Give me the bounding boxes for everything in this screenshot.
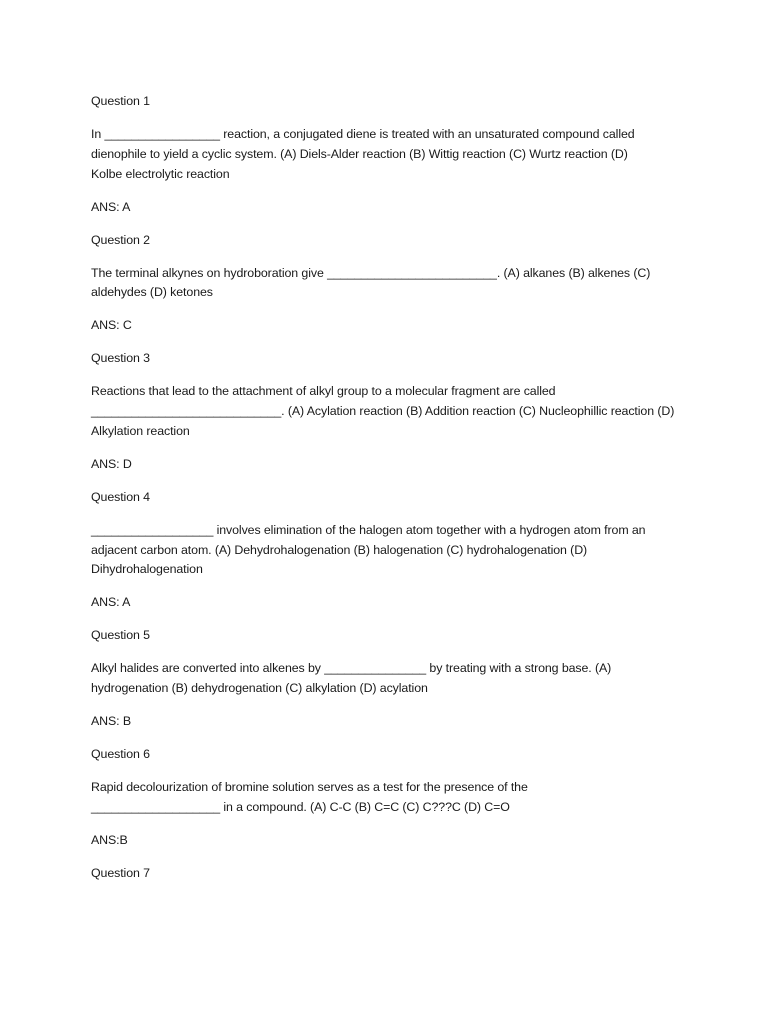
answer-text: ANS: B — [91, 714, 132, 729]
question-text: Reactions that lead to the attachment of alkyl group to a molecular fragment are called ____________________________. (A) Acylation reaction (B) Addition reaction (C) Nucleophillic reaction (D) Alkylation reaction — [91, 384, 675, 438]
question-heading: Question 4 — [91, 489, 150, 504]
question-text: In _________________ reaction, a conjugated diene is treated with an unsaturated compound called dienophile to yield a cyclic system. (A) Diels-Alder reaction (B) Wittig reaction (C) Wurtz reaction (D) Kolbe electrolytic reaction — [91, 126, 635, 181]
answer-text: ANS: A — [91, 199, 131, 214]
question-text: __________________ involves elimination of the halogen atom together with a hydrogen atom from an adjacent carbon atom. (A) Dehydrohalogenation (B) halogenation (C) hydrohalogenation (D) Dihydrohalogenation — [91, 522, 646, 577]
question-heading: Question 5 — [91, 628, 150, 643]
answer-text: ANS:B — [91, 832, 128, 847]
document-body — [91, 92, 681, 884]
answer-text: ANS: D — [91, 456, 132, 471]
question-text: The terminal alkynes on hydroboration give _________________________. (A) alkanes (B) alkenes (C) aldehydes (D) ketones — [91, 265, 651, 300]
question-heading: Question 7 — [91, 865, 150, 880]
question-heading: Question 3 — [91, 351, 150, 366]
question-heading: Question 2 — [91, 232, 150, 247]
answer-text: ANS: A — [91, 595, 131, 610]
question-heading: Question 6 — [91, 747, 150, 762]
question-text: Rapid decolourization of bromine solution serves as a test for the presence of the ___________________ in a compound. (A) C-C (B) C=C (C) C???C (D) C=O — [91, 780, 528, 814]
question-heading: Question 1 — [91, 94, 150, 108]
answer-text: ANS: C — [91, 318, 132, 333]
question-text: Alkyl halides are converted into alkenes by _______________ by treating with a strong base. (A) hydrogenation (B) dehydrogenation (C) alkylation (D) acylation — [91, 661, 612, 696]
